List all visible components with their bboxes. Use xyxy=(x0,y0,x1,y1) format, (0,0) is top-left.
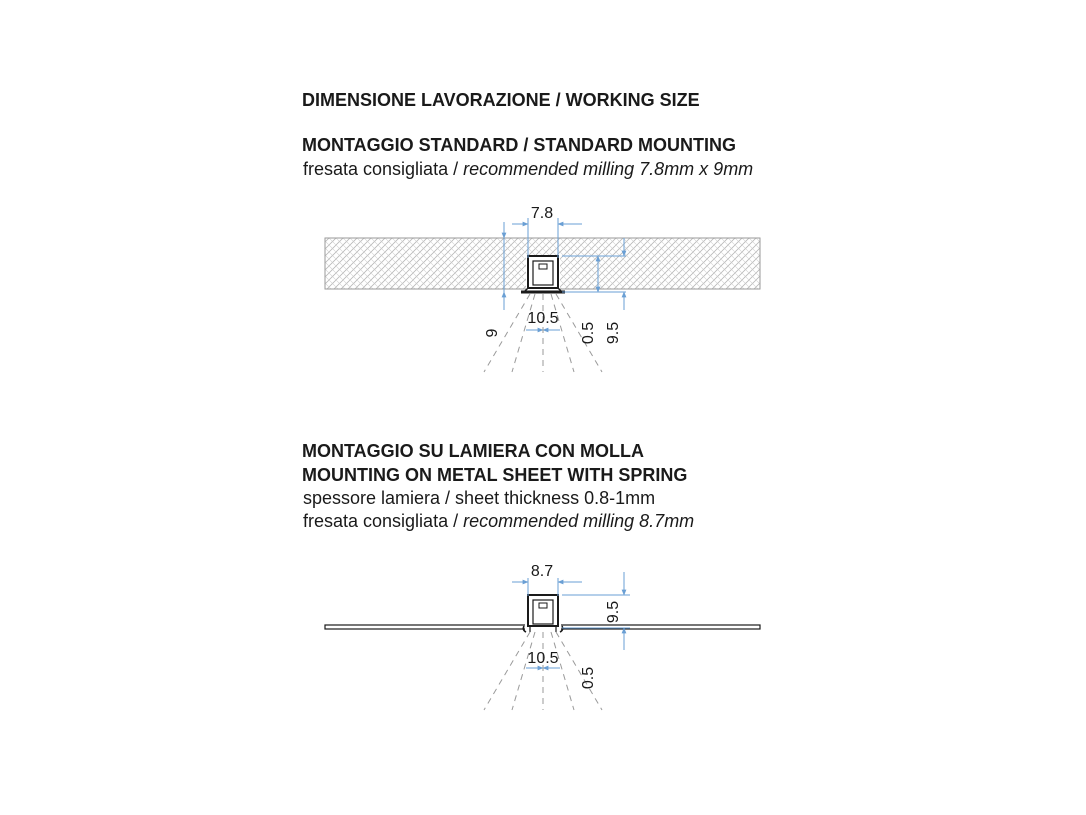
metal-sheet-mounting-drawing xyxy=(325,563,760,710)
metal-sheet-title-line2: MOUNTING ON METAL SHEET WITH SPRING xyxy=(302,465,688,485)
led-profile-spring xyxy=(523,595,562,632)
dim-offset-label: 0.5 xyxy=(580,321,597,345)
dim-height-label: 9.5 xyxy=(605,321,622,345)
metal-milling-value: recommended milling 8.7mm xyxy=(463,511,695,531)
metal-milling-prefix: fresata consigliata / xyxy=(303,511,464,531)
sheet-thickness-text: spessore lamiera / sheet thickness 0.8-1mm xyxy=(303,488,656,508)
dim-depth-label: 9 xyxy=(484,328,501,338)
dim-width-label: 7.8 xyxy=(530,205,554,222)
standard-mounting-title: MONTAGGIO STANDARD / STANDARD MOUNTING xyxy=(302,135,736,155)
metal-sheet-title-line1: MONTAGGIO SU LAMIERA CON MOLLA xyxy=(302,441,644,461)
metal-dim-spread-label: 10.5 xyxy=(527,650,559,667)
metal-dim-height-label: 9.5 xyxy=(605,600,622,624)
standard-milling-prefix: fresata consigliata / xyxy=(303,159,464,179)
standard-mounting-drawing xyxy=(325,205,760,372)
dim-spread-label: 10.5 xyxy=(527,310,559,327)
standard-milling-value: recommended milling 7.8mm x 9mm xyxy=(463,159,754,179)
metal-dim-width-label: 8.7 xyxy=(530,563,554,580)
page-heading: DIMENSIONE LAVORAZIONE / WORKING SIZE xyxy=(302,90,700,110)
metal-dim-offset-label: 0.5 xyxy=(580,666,597,690)
